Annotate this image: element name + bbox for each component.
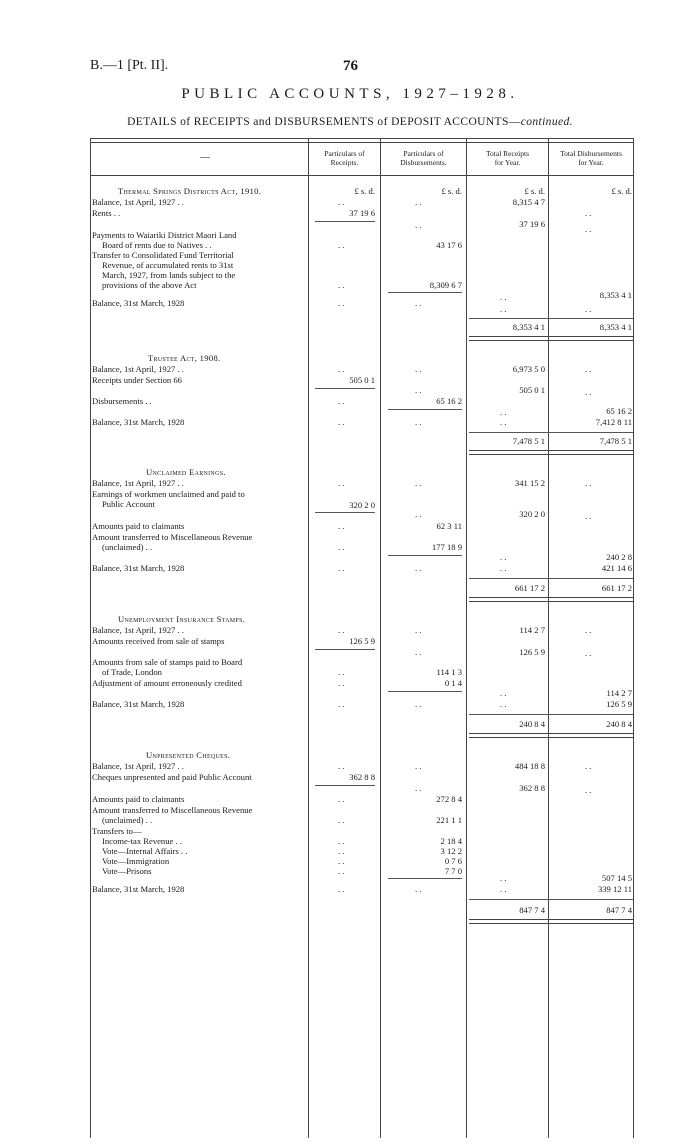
column-divider [548, 138, 549, 1138]
leader-dots: . . [338, 417, 345, 427]
leader-dots: . . [338, 815, 345, 825]
section-title: Trustee Act, 1908. [148, 353, 221, 363]
line-description: Vote—Immigration [102, 856, 170, 866]
amount-total-disbursements: 7,478 5 1 [599, 436, 632, 446]
col-head-total-disbursements: Total Disbursements for Year. [560, 149, 622, 167]
amount-total-receipts: 661 17 2 [514, 583, 545, 593]
leader-dots: . . [338, 836, 345, 846]
amount-rents-total: 37 19 6 [519, 219, 545, 229]
leader-dots: . . [338, 667, 345, 677]
amount-total-disbursements: 8,353 4 1 [599, 322, 632, 332]
line-description: Balance, 31st March, 1928 [92, 884, 185, 894]
leader-dots: . . [415, 197, 422, 207]
leader-dots: . . [415, 563, 422, 573]
amount-total-disbursements: 661 17 2 [601, 583, 632, 593]
leader-dots: . . [338, 884, 345, 894]
line-description: Receipts under Section 66 [92, 375, 182, 385]
subtotal-rule [388, 878, 462, 879]
line-description: Revenue, of accumulated rents to 31st [102, 260, 234, 270]
section-title: Unpresented Cheques. [146, 750, 231, 760]
line-description: Transfer to Consolidated Fund Territorial [92, 250, 234, 260]
leader-dots: . . [500, 304, 507, 314]
line-description: Balance, 31st March, 1928 [92, 699, 185, 709]
amount-opening: 114 2 7 [519, 625, 545, 635]
line-description: Income-tax Revenue . . [102, 836, 182, 846]
leader-dots: . . [415, 364, 422, 374]
currency-heading: £ s. d. [611, 186, 632, 196]
subtotal-rule [315, 221, 375, 222]
subtotal-rule [315, 785, 375, 786]
line-description: provisions of the above Act [102, 280, 197, 290]
col-head-description: — [200, 152, 210, 163]
line-description: Vote—Internal Affairs . . [102, 846, 188, 856]
page-subtitle [0, 116, 700, 128]
total-rule [469, 714, 633, 715]
leader-dots: . . [338, 396, 345, 406]
column-divider [308, 138, 309, 1138]
amount-total-disbursements: 240 8 4 [606, 719, 632, 729]
amount-transferred: 177 18 9 [431, 542, 462, 552]
line-description: Public Account [102, 499, 155, 509]
currency-heading: £ s. d. [441, 186, 462, 196]
amount-total-receipts: 240 8 4 [519, 719, 545, 729]
leader-dots: . . [585, 364, 592, 374]
total-double-rule [469, 733, 633, 738]
amount-payments: 43 17 6 [436, 240, 462, 250]
amount-earnings: 320 2 0 [349, 500, 375, 510]
amount-total-receipts: 8,353 4 1 [512, 322, 545, 332]
leader-dots: . . [338, 866, 345, 876]
leader-dots: . . [338, 197, 345, 207]
line-description: (unclaimed) . . [102, 542, 153, 552]
leader-dots: . . [415, 478, 422, 488]
amount-immigration: 0 7 6 [444, 856, 462, 866]
amount-received: 126 5 9 [349, 636, 375, 646]
section-title: Unemployment Insurance Stamps. [118, 614, 246, 624]
line-description: Rents . . [92, 208, 121, 218]
table-right-border [633, 138, 634, 1138]
line-description: of Trade, London [102, 667, 162, 677]
total-rule [469, 899, 633, 900]
leader-dots: . . [585, 304, 592, 314]
subtotal-rule [315, 512, 375, 513]
column-divider [466, 138, 467, 1138]
amount-disb-total: 65 16 2 [606, 406, 632, 416]
leader-dots: . . [500, 699, 507, 709]
header-bottom-rule [90, 175, 633, 176]
amount-earnings-total: 320 2 0 [519, 509, 545, 519]
amount-total-receipts: 7,478 5 1 [512, 436, 545, 446]
leader-dots: . . [338, 240, 345, 250]
section-title: Unclaimed Earnings. [146, 467, 226, 477]
amount-prisons: 7 7 0 [444, 866, 462, 876]
line-description: Transfers to— [92, 826, 142, 836]
leader-dots: . . [338, 563, 345, 573]
currency-heading: £ s. d. [524, 186, 545, 196]
line-description: Disbursements . . [92, 396, 152, 406]
leader-dots: . . [500, 884, 507, 894]
subtotal-rule [388, 555, 462, 556]
leader-dots: . . [415, 509, 422, 519]
line-description: Payments to Waiariki District Maori Land [92, 230, 237, 240]
leader-dots: . . [500, 688, 507, 698]
leader-dots: . . [338, 542, 345, 552]
line-description: Balance, 31st March, 1928 [92, 417, 185, 427]
line-description: Balance, 31st March, 1928 [92, 298, 185, 308]
leader-dots: . . [500, 407, 507, 417]
total-double-rule [469, 450, 633, 455]
col-head-total-receipts: Total Receipts for Year. [485, 149, 529, 167]
col-head-receipts: Particulars of Receipts. [324, 149, 365, 167]
leader-dots: . . [585, 761, 592, 771]
line-description: Amounts from sale of stamps paid to Board [92, 657, 243, 667]
total-double-rule [469, 336, 633, 341]
amount-opening: 8,315 4 7 [512, 197, 545, 207]
amount-received-total: 126 5 9 [519, 647, 545, 657]
line-description: Amounts received from sale of stamps [92, 636, 225, 646]
leader-dots: . . [585, 785, 592, 795]
amount-board: 114 1 3 [436, 667, 462, 677]
leader-dots: . . [338, 298, 345, 308]
amount-closing: 421 14 6 [601, 563, 632, 573]
line-description: Balance, 1st April, 1927 . . [92, 364, 184, 374]
leader-dots: . . [338, 521, 345, 531]
leader-dots: . . [415, 417, 422, 427]
leader-dots: . . [415, 761, 422, 771]
amount-disb-total: 240 2 8 [606, 552, 632, 562]
line-description: Adjustment of amount erroneously credited [92, 678, 242, 688]
subtotal-rule [315, 649, 375, 650]
leader-dots: . . [500, 873, 507, 883]
page-title: PUBLIC ACCOUNTS, 1927–1928. [181, 86, 519, 102]
leader-dots: . . [585, 387, 592, 397]
line-description: Balance, 31st March, 1928 [92, 563, 185, 573]
line-description: Balance, 1st April, 1927 . . [92, 761, 184, 771]
leader-dots: . . [338, 761, 345, 771]
subtotal-rule [388, 292, 462, 293]
amount-total-receipts: 847 7 4 [519, 905, 545, 915]
line-description: Balance, 1st April, 1927 . . [92, 197, 184, 207]
document-reference: B.—1 [Pt. II]. [90, 58, 169, 73]
amount-disb-total: 114 2 7 [606, 688, 632, 698]
amount-income-tax: 2 18 4 [440, 836, 462, 846]
amount-receipts-total: 505 0 1 [519, 385, 545, 395]
leader-dots: . . [338, 794, 345, 804]
amount-rents: 37 19 6 [349, 208, 375, 218]
line-description: Cheques unpresented and paid Public Account [92, 772, 252, 782]
leader-dots: . . [585, 478, 592, 488]
amount-claimants: 272 8 4 [436, 794, 462, 804]
line-description: Amounts paid to claimants [92, 521, 185, 531]
line-description: March, 1927, from lands subject to the [102, 270, 236, 280]
amount-transferred: 221 1 1 [436, 815, 462, 825]
subtitle-continued: continued. [520, 116, 573, 128]
amount-disbursements: 65 16 2 [436, 396, 462, 406]
col-head-disbursements: Particulars of Disbursements. [400, 149, 447, 167]
leader-dots: . . [415, 884, 422, 894]
section-title: Thermal Springs Districts Act, 1910. [118, 186, 262, 196]
line-description: Vote—Prisons [102, 866, 152, 876]
leader-dots: . . [338, 678, 345, 688]
total-rule [469, 432, 633, 433]
column-divider [380, 138, 381, 1138]
amount-claimants: 62 3 11 [436, 521, 462, 531]
leader-dots: . . [415, 625, 422, 635]
amount-total-disbursements: 847 7 4 [606, 905, 632, 915]
leader-dots: . . [415, 783, 422, 793]
leader-dots: . . [585, 511, 592, 521]
leader-dots: . . [338, 478, 345, 488]
amount-opening: 6,973 5 0 [512, 364, 545, 374]
page-number: 76 [343, 58, 358, 74]
amount-unpresented: 362 8 8 [349, 772, 375, 782]
subtotal-rule [388, 409, 462, 410]
amount-closing: 339 12 11 [597, 884, 632, 894]
subtotal-rule [388, 691, 462, 692]
leader-dots: . . [415, 699, 422, 709]
amount-internal-affairs: 3 12 2 [440, 846, 462, 856]
amount-closing: 7,412 8 11 [595, 417, 632, 427]
table-left-border [90, 138, 91, 1138]
leader-dots: . . [338, 846, 345, 856]
leader-dots: . . [338, 856, 345, 866]
currency-heading: £ s. d. [354, 186, 375, 196]
total-rule [469, 578, 633, 579]
line-description: (unclaimed) . . [102, 815, 153, 825]
leader-dots: . . [585, 224, 592, 234]
line-description: Amount transferred to Miscellaneous Revenue [92, 805, 253, 815]
leader-dots: . . [585, 208, 592, 218]
leader-dots: . . [338, 280, 345, 290]
amount-receipts: 505 0 1 [349, 375, 375, 385]
leader-dots: . . [415, 298, 422, 308]
line-description: Amount transferred to Miscellaneous Revenue [92, 532, 253, 542]
line-description: Balance, 1st April, 1927 . . [92, 625, 184, 635]
line-description: Earnings of workmen unclaimed and paid to [92, 489, 245, 499]
line-description: Board of rents due to Natives . . [102, 240, 212, 250]
amount-closing: 8,353 4 1 [599, 290, 632, 300]
total-double-rule [469, 597, 633, 602]
amount-opening: 341 15 2 [514, 478, 545, 488]
leader-dots: . . [338, 699, 345, 709]
line-description: Balance, 1st April, 1927 . . [92, 478, 184, 488]
leader-dots: . . [500, 552, 507, 562]
leader-dots: . . [500, 563, 507, 573]
subtitle-main: DETAILS of RECEIPTS and DISBURSEMENTS of DEPOSIT ACCOUNTS— [127, 116, 521, 128]
subtotal-rule [315, 388, 375, 389]
leader-dots: . . [500, 417, 507, 427]
amount-opening: 484 18 8 [514, 761, 545, 771]
total-rule [469, 318, 633, 319]
amount-unpresented-total: 362 8 8 [519, 783, 545, 793]
leader-dots: . . [415, 220, 422, 230]
table-top-rule [90, 138, 633, 143]
leader-dots: . . [500, 292, 507, 302]
total-double-rule [469, 919, 633, 924]
amount-adjustment: 0 1 4 [444, 678, 462, 688]
leader-dots: . . [415, 647, 422, 657]
amount-transfer: 8,309 6 7 [429, 280, 462, 290]
leader-dots: . . [338, 364, 345, 374]
amount-closing: 126 5 9 [606, 699, 632, 709]
leader-dots: . . [338, 625, 345, 635]
leader-dots: . . [415, 385, 422, 395]
amount-disb-total: 507 14 5 [601, 873, 632, 883]
leader-dots: . . [585, 625, 592, 635]
leader-dots: . . [585, 648, 592, 658]
line-description: Amounts paid to claimants [92, 794, 185, 804]
